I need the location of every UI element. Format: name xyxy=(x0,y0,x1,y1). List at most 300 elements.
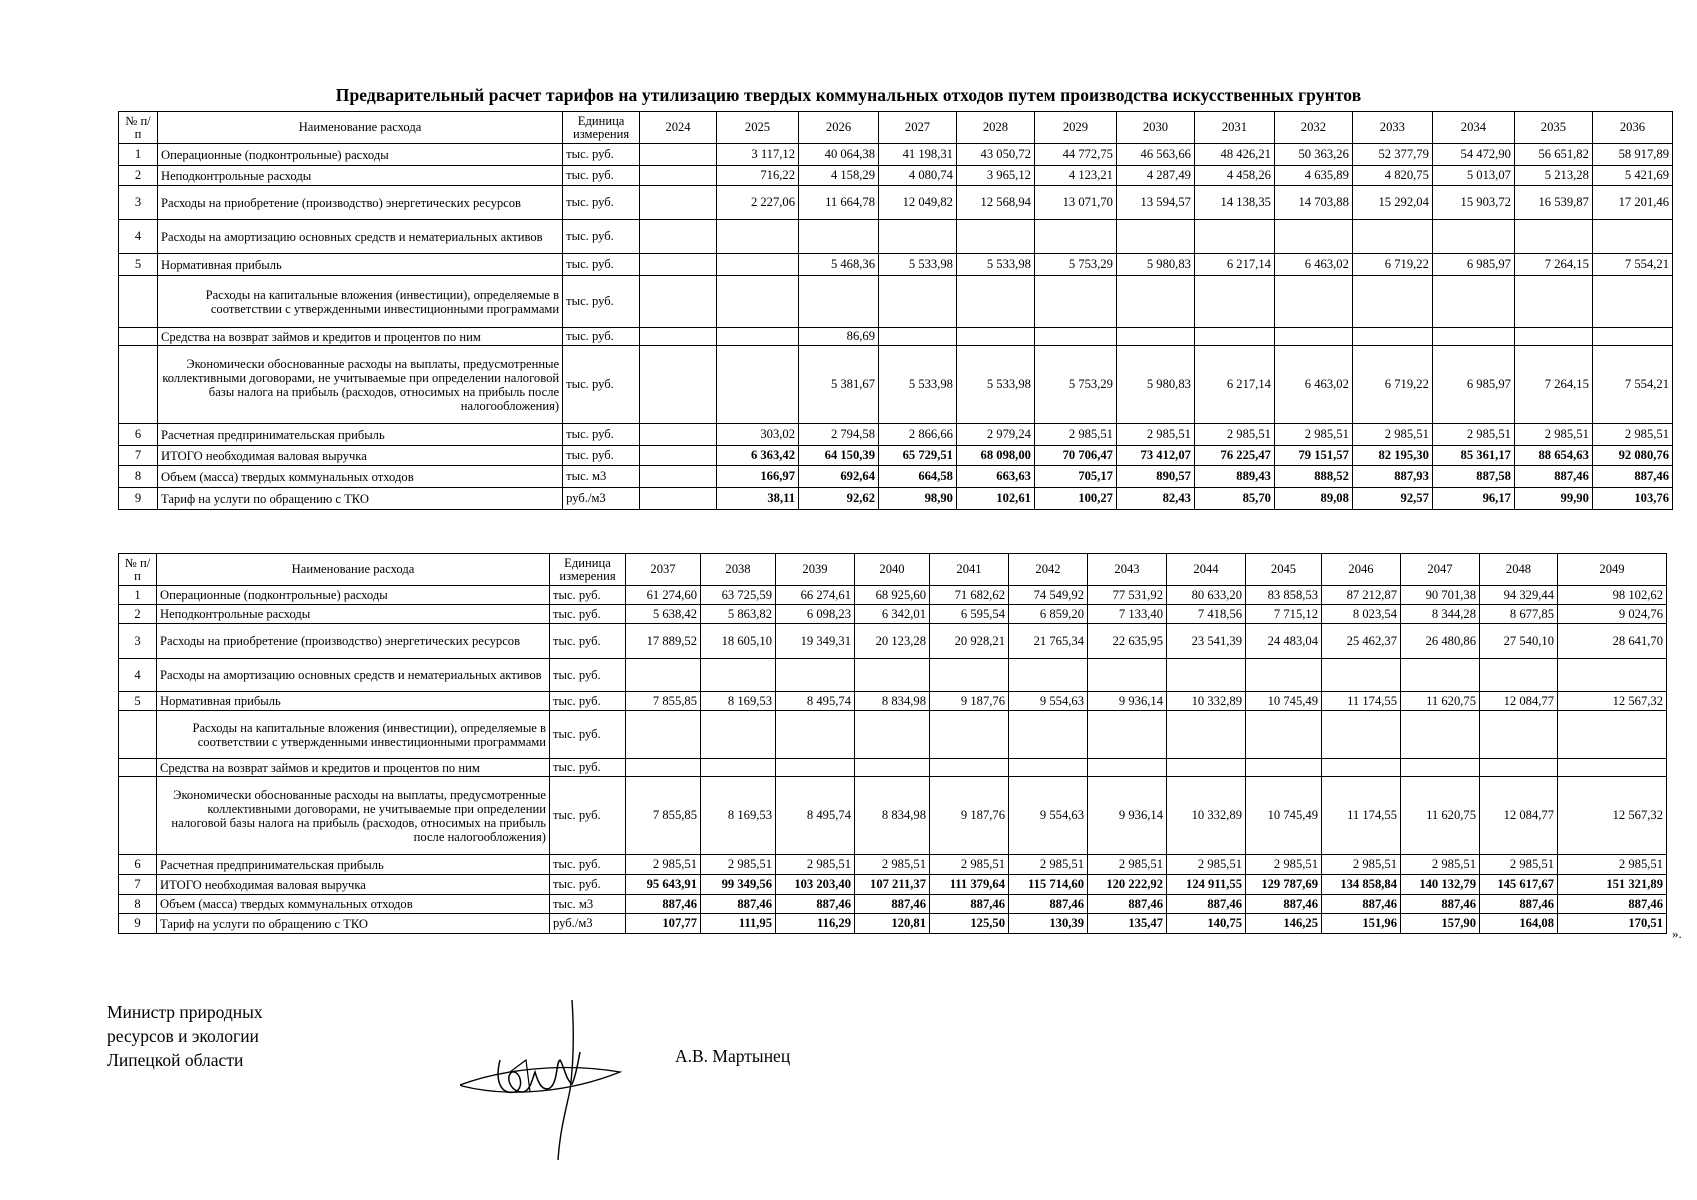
row-value: 887,46 xyxy=(930,895,1009,914)
row-value: 120 222,92 xyxy=(1088,875,1167,895)
row-value: 5 533,98 xyxy=(879,346,957,424)
row-value: 2 985,51 xyxy=(1167,855,1246,875)
row-value: 135,47 xyxy=(1088,914,1167,934)
column-header-year: 2036 xyxy=(1592,112,1672,144)
row-value: 146,25 xyxy=(1246,914,1322,934)
row-value xyxy=(1088,711,1167,759)
row-value xyxy=(640,424,717,446)
row-name: Расходы на приобретение (производство) энергетических ресурсов xyxy=(157,624,550,659)
row-value: 17 201,46 xyxy=(1592,186,1672,220)
row-value: 68 925,60 xyxy=(855,586,930,605)
row-unit: тыс. руб. xyxy=(563,328,640,346)
row-name: Неподконтрольные расходы xyxy=(157,605,550,624)
row-value: 134 858,84 xyxy=(1322,875,1401,895)
row-value: 887,46 xyxy=(776,895,855,914)
table-row xyxy=(119,254,1673,276)
row-unit: тыс. руб. xyxy=(563,424,640,446)
table-row xyxy=(119,488,1673,510)
column-header-year: 2049 xyxy=(1558,554,1667,586)
row-value: 73 412,07 xyxy=(1116,446,1194,466)
row-name: Расходы на капитальные вложения (инвестиции), определяемые в соответствии с утвержденными инвестиционными программами xyxy=(157,276,562,328)
row-value: 12 567,32 xyxy=(1558,692,1667,711)
row-value xyxy=(1558,659,1667,692)
row-number xyxy=(119,759,157,777)
row-value xyxy=(1322,659,1401,692)
row-value: 2 985,51 xyxy=(1009,855,1088,875)
row-number: 4 xyxy=(119,220,158,254)
column-header-name: Наименование расхода xyxy=(157,554,550,586)
column-header-year: 2033 xyxy=(1352,112,1432,144)
row-value xyxy=(716,346,798,424)
row-value: 7 264,15 xyxy=(1514,346,1592,424)
row-value: 8 495,74 xyxy=(776,777,855,855)
row-value: 2 985,51 xyxy=(1034,424,1116,446)
row-value: 4 820,75 xyxy=(1352,166,1432,186)
row-value xyxy=(799,220,879,254)
row-value xyxy=(1274,220,1352,254)
row-value: 65 729,51 xyxy=(879,446,957,466)
row-value xyxy=(1432,220,1514,254)
table-row xyxy=(119,166,1673,186)
column-header-year: 2025 xyxy=(716,112,798,144)
row-number: 6 xyxy=(119,424,158,446)
row-value xyxy=(626,759,701,777)
row-value: 4 123,21 xyxy=(1034,166,1116,186)
row-value xyxy=(1088,759,1167,777)
row-value xyxy=(776,659,855,692)
row-value: 887,46 xyxy=(1088,895,1167,914)
row-value: 12 084,77 xyxy=(1480,692,1558,711)
row-value: 145 617,67 xyxy=(1480,875,1558,895)
row-value: 6 719,22 xyxy=(1352,346,1432,424)
row-name: Неподконтрольные расходы xyxy=(157,166,562,186)
row-unit: тыс. руб. xyxy=(563,144,640,166)
row-value: 111 379,64 xyxy=(930,875,1009,895)
row-unit: тыс. м3 xyxy=(563,466,640,488)
row-unit: тыс. руб. xyxy=(550,759,626,777)
row-number xyxy=(119,328,158,346)
row-value xyxy=(1116,276,1194,328)
row-value: 46 563,66 xyxy=(1116,144,1194,166)
row-value: 92,62 xyxy=(799,488,879,510)
closing-quote-mark: ». xyxy=(1672,926,1682,941)
row-number: 2 xyxy=(119,605,157,624)
row-value: 40 064,38 xyxy=(799,144,879,166)
row-value xyxy=(1167,659,1246,692)
row-value: 6 217,14 xyxy=(1194,346,1274,424)
row-value: 20 928,21 xyxy=(930,624,1009,659)
row-value xyxy=(1592,220,1672,254)
row-number: 9 xyxy=(119,488,158,510)
row-value: 16 539,87 xyxy=(1514,186,1592,220)
row-value: 19 349,31 xyxy=(776,624,855,659)
row-value xyxy=(1009,759,1088,777)
row-value xyxy=(855,659,930,692)
row-value: 58 917,89 xyxy=(1592,144,1672,166)
signatory-position-line: Липецкой области xyxy=(107,1050,244,1070)
row-value: 95 643,91 xyxy=(626,875,701,895)
row-value: 50 363,26 xyxy=(1274,144,1352,166)
row-value: 889,43 xyxy=(1194,466,1274,488)
row-number xyxy=(119,777,157,855)
row-value: 887,46 xyxy=(701,895,776,914)
table-row xyxy=(119,692,1667,711)
column-header-no: № п/п xyxy=(119,554,157,586)
row-value: 125,50 xyxy=(930,914,1009,934)
row-value: 10 745,49 xyxy=(1246,777,1322,855)
row-value xyxy=(1009,659,1088,692)
row-value: 52 377,79 xyxy=(1352,144,1432,166)
row-value: 24 483,04 xyxy=(1246,624,1322,659)
column-header-year: 2026 xyxy=(799,112,879,144)
row-value: 2 227,06 xyxy=(716,186,798,220)
row-number: 9 xyxy=(119,914,157,934)
row-value: 6 859,20 xyxy=(1009,605,1088,624)
row-value: 4 158,29 xyxy=(799,166,879,186)
row-value: 5 381,67 xyxy=(799,346,879,424)
row-value: 157,90 xyxy=(1401,914,1480,934)
row-name: Средства на возврат займов и кредитов и процентов по ним xyxy=(157,759,550,777)
table-row xyxy=(119,144,1673,166)
row-value: 5 863,82 xyxy=(701,605,776,624)
row-value: 5 013,07 xyxy=(1432,166,1514,186)
row-number: 8 xyxy=(119,895,157,914)
row-value: 2 985,51 xyxy=(1514,424,1592,446)
row-name: Расходы на приобретение (производство) энергетических ресурсов xyxy=(157,186,562,220)
row-value: 94 329,44 xyxy=(1480,586,1558,605)
row-value: 2 985,51 xyxy=(1116,424,1194,446)
row-number xyxy=(119,711,157,759)
row-number: 3 xyxy=(119,186,158,220)
column-header-year: 2040 xyxy=(855,554,930,586)
row-value: 88 654,63 xyxy=(1514,446,1592,466)
row-name: Расходы на амортизацию основных средств и нематериальных активов xyxy=(157,659,550,692)
table-header-row xyxy=(119,554,1667,586)
row-value xyxy=(1401,711,1480,759)
row-value: 4 635,89 xyxy=(1274,166,1352,186)
row-value: 151 321,89 xyxy=(1558,875,1667,895)
row-value: 9 187,76 xyxy=(930,692,1009,711)
row-value: 130,39 xyxy=(1009,914,1088,934)
row-value xyxy=(879,328,957,346)
row-number: 1 xyxy=(119,586,157,605)
row-value: 85,70 xyxy=(1194,488,1274,510)
row-value: 10 332,89 xyxy=(1167,777,1246,855)
row-value xyxy=(701,759,776,777)
row-value: 705,17 xyxy=(1034,466,1116,488)
row-value: 887,46 xyxy=(626,895,701,914)
row-unit: тыс. руб. xyxy=(563,346,640,424)
row-name: Расчетная предпринимательская прибыль xyxy=(157,855,550,875)
row-value: 2 985,51 xyxy=(1322,855,1401,875)
row-value: 11 664,78 xyxy=(799,186,879,220)
row-number: 8 xyxy=(119,466,158,488)
table-row xyxy=(119,759,1667,777)
row-value: 54 472,90 xyxy=(1432,144,1514,166)
row-unit: руб./м3 xyxy=(563,488,640,510)
row-value xyxy=(1514,328,1592,346)
row-value xyxy=(626,659,701,692)
row-value: 68 098,00 xyxy=(956,446,1034,466)
signatory-position-line: ресурсов и экологии xyxy=(107,1026,259,1046)
row-value: 692,64 xyxy=(799,466,879,488)
row-value xyxy=(640,328,717,346)
row-value: 25 462,37 xyxy=(1322,624,1401,659)
row-value: 8 495,74 xyxy=(776,692,855,711)
row-unit: тыс. руб. xyxy=(563,254,640,276)
table-row xyxy=(119,914,1667,934)
row-value: 2 985,51 xyxy=(1480,855,1558,875)
row-value: 5 533,98 xyxy=(956,346,1034,424)
row-value: 12 049,82 xyxy=(879,186,957,220)
row-value: 887,46 xyxy=(1009,895,1088,914)
row-value: 888,52 xyxy=(1274,466,1352,488)
row-number: 2 xyxy=(119,166,158,186)
row-value: 22 635,95 xyxy=(1088,624,1167,659)
column-header-year: 2032 xyxy=(1274,112,1352,144)
column-header-year: 2030 xyxy=(1116,112,1194,144)
row-value xyxy=(879,276,957,328)
row-number: 7 xyxy=(119,875,157,895)
row-value xyxy=(1352,276,1432,328)
row-unit: тыс. руб. xyxy=(550,605,626,624)
row-value: 3 965,12 xyxy=(956,166,1034,186)
row-value: 11 174,55 xyxy=(1322,692,1401,711)
document-title: Предварительный расчет тарифов на утилизацию твердых коммунальных отходов путем производства искусственных грунтов xyxy=(335,85,1362,105)
row-value xyxy=(1009,711,1088,759)
row-value: 2 985,51 xyxy=(1194,424,1274,446)
row-value: 170,51 xyxy=(1558,914,1667,934)
row-value: 11 620,75 xyxy=(1401,777,1480,855)
row-value xyxy=(640,254,717,276)
signatory-name: А.В. Мартынец xyxy=(675,1046,791,1066)
row-number: 4 xyxy=(119,659,157,692)
row-value: 2 985,51 xyxy=(626,855,701,875)
row-value xyxy=(1432,328,1514,346)
row-value: 21 765,34 xyxy=(1009,624,1088,659)
table-row xyxy=(119,346,1673,424)
row-name: Расходы на амортизацию основных средств и нематериальных активов xyxy=(157,220,562,254)
table-row xyxy=(119,624,1667,659)
row-value xyxy=(1401,759,1480,777)
row-value: 83 858,53 xyxy=(1246,586,1322,605)
row-value xyxy=(1480,659,1558,692)
row-value: 887,46 xyxy=(1514,466,1592,488)
row-value: 82 195,30 xyxy=(1352,446,1432,466)
row-value: 7 264,15 xyxy=(1514,254,1592,276)
row-value: 63 725,59 xyxy=(701,586,776,605)
row-value xyxy=(1322,759,1401,777)
row-value xyxy=(1401,659,1480,692)
column-header-year: 2047 xyxy=(1401,554,1480,586)
row-value: 7 418,56 xyxy=(1167,605,1246,624)
row-unit: тыс. руб. xyxy=(563,446,640,466)
row-value: 5 638,42 xyxy=(626,605,701,624)
row-value: 7 855,85 xyxy=(626,777,701,855)
row-value xyxy=(1322,711,1401,759)
row-value: 87 212,87 xyxy=(1322,586,1401,605)
row-value: 887,46 xyxy=(1401,895,1480,914)
row-value: 5 533,98 xyxy=(879,254,957,276)
row-value: 98 102,62 xyxy=(1558,586,1667,605)
row-value: 2 985,51 xyxy=(1088,855,1167,875)
row-value: 10 332,89 xyxy=(1167,692,1246,711)
row-unit: тыс. руб. xyxy=(563,220,640,254)
row-value: 887,46 xyxy=(1480,895,1558,914)
column-header-year: 2037 xyxy=(626,554,701,586)
row-value: 890,57 xyxy=(1116,466,1194,488)
signatory-position xyxy=(107,1000,263,1072)
row-value: 28 641,70 xyxy=(1558,624,1667,659)
row-value xyxy=(1514,276,1592,328)
row-value xyxy=(1034,328,1116,346)
row-value xyxy=(1246,711,1322,759)
row-value: 6 098,23 xyxy=(776,605,855,624)
column-header-year: 2039 xyxy=(776,554,855,586)
row-name: Экономически обоснованные расходы на выплаты, предусмотренные коллективными договорами, не учитываемые при определении налоговой базы налога на прибыль (расходов, относимых на прибыль после налогообложения) xyxy=(157,346,562,424)
row-unit: тыс. руб. xyxy=(550,711,626,759)
row-value: 20 123,28 xyxy=(855,624,930,659)
row-value: 8 023,54 xyxy=(1322,605,1401,624)
row-value xyxy=(640,446,717,466)
row-name: Тариф на услуги по обращению с ТКО xyxy=(157,488,562,510)
row-number: 7 xyxy=(119,446,158,466)
row-value: 2 985,51 xyxy=(1432,424,1514,446)
row-value: 71 682,62 xyxy=(930,586,1009,605)
row-value xyxy=(640,346,717,424)
tariff-table-2037-2049 xyxy=(118,553,1667,934)
row-value: 9 554,63 xyxy=(1009,777,1088,855)
handwritten-signature xyxy=(460,1000,640,1160)
row-unit: тыс. руб. xyxy=(550,875,626,895)
column-header-year: 2024 xyxy=(640,112,717,144)
row-value xyxy=(716,328,798,346)
row-value: 5 753,29 xyxy=(1034,346,1116,424)
row-value: 14 703,88 xyxy=(1274,186,1352,220)
row-value: 103,76 xyxy=(1592,488,1672,510)
row-value xyxy=(716,276,798,328)
row-value: 2 985,51 xyxy=(1401,855,1480,875)
row-unit: тыс. руб. xyxy=(550,692,626,711)
row-value: 2 866,66 xyxy=(879,424,957,446)
row-value: 9 936,14 xyxy=(1088,777,1167,855)
row-value: 5 980,83 xyxy=(1116,346,1194,424)
column-header-name: Наименование расхода xyxy=(157,112,562,144)
row-name: Объем (масса) твердых коммунальных отходов xyxy=(157,895,550,914)
row-value: 64 150,39 xyxy=(799,446,879,466)
row-value: 15 292,04 xyxy=(1352,186,1432,220)
row-value xyxy=(1194,328,1274,346)
row-value: 151,96 xyxy=(1322,914,1401,934)
row-value xyxy=(701,711,776,759)
row-name: Нормативная прибыль xyxy=(157,692,550,711)
row-value: 96,17 xyxy=(1432,488,1514,510)
row-unit: тыс. м3 xyxy=(550,895,626,914)
row-value: 2 985,51 xyxy=(1558,855,1667,875)
row-unit: тыс. руб. xyxy=(550,586,626,605)
row-value xyxy=(1432,276,1514,328)
row-value: 12 084,77 xyxy=(1480,777,1558,855)
table-row xyxy=(119,276,1673,328)
column-header-year: 2038 xyxy=(701,554,776,586)
row-value: 4 458,26 xyxy=(1194,166,1274,186)
row-value: 124 911,55 xyxy=(1167,875,1246,895)
table-row xyxy=(119,659,1667,692)
row-value: 13 071,70 xyxy=(1034,186,1116,220)
row-value: 8 169,53 xyxy=(701,777,776,855)
row-value: 9 936,14 xyxy=(1088,692,1167,711)
row-value: 5 533,98 xyxy=(956,254,1034,276)
row-value: 61 274,60 xyxy=(626,586,701,605)
row-value xyxy=(1274,276,1352,328)
row-value: 13 594,57 xyxy=(1116,186,1194,220)
row-value: 7 554,21 xyxy=(1592,346,1672,424)
row-unit: тыс. руб. xyxy=(550,659,626,692)
row-number: 5 xyxy=(119,692,157,711)
row-value: 2 985,51 xyxy=(1592,424,1672,446)
row-value: 102,61 xyxy=(956,488,1034,510)
table-row xyxy=(119,424,1673,446)
row-value xyxy=(1116,328,1194,346)
row-value: 2 985,51 xyxy=(1352,424,1432,446)
row-value: 887,46 xyxy=(1558,895,1667,914)
row-value: 6 463,02 xyxy=(1274,346,1352,424)
row-value: 887,46 xyxy=(1167,895,1246,914)
table-row xyxy=(119,466,1673,488)
row-value xyxy=(956,276,1034,328)
row-value xyxy=(1034,220,1116,254)
table-row xyxy=(119,777,1667,855)
row-value: 7 133,40 xyxy=(1088,605,1167,624)
column-header-year: 2042 xyxy=(1009,554,1088,586)
row-value: 82,43 xyxy=(1116,488,1194,510)
row-name: Нормативная прибыль xyxy=(157,254,562,276)
row-value xyxy=(640,466,717,488)
row-value xyxy=(879,220,957,254)
row-value: 90 701,38 xyxy=(1401,586,1480,605)
row-value xyxy=(930,659,1009,692)
row-value: 664,58 xyxy=(879,466,957,488)
row-value: 111,95 xyxy=(701,914,776,934)
row-value: 5 421,69 xyxy=(1592,166,1672,186)
column-header-year: 2027 xyxy=(879,112,957,144)
row-value xyxy=(1480,711,1558,759)
table-header-row xyxy=(119,112,1673,144)
row-value xyxy=(640,220,717,254)
row-value: 887,58 xyxy=(1432,466,1514,488)
row-value: 48 426,21 xyxy=(1194,144,1274,166)
row-value: 74 549,92 xyxy=(1009,586,1088,605)
row-value: 140,75 xyxy=(1167,914,1246,934)
table-row xyxy=(119,328,1673,346)
row-value: 8 834,98 xyxy=(855,777,930,855)
row-value: 7 554,21 xyxy=(1592,254,1672,276)
table-row xyxy=(119,895,1667,914)
row-value: 86,69 xyxy=(799,328,879,346)
row-value: 6 363,42 xyxy=(716,446,798,466)
row-value xyxy=(1246,759,1322,777)
row-value: 6 342,01 xyxy=(855,605,930,624)
row-value xyxy=(1167,711,1246,759)
row-value xyxy=(1514,220,1592,254)
row-name: Операционные (подконтрольные) расходы xyxy=(157,586,550,605)
row-value xyxy=(640,276,717,328)
row-value xyxy=(626,711,701,759)
row-value: 5 753,29 xyxy=(1034,254,1116,276)
row-value: 7 855,85 xyxy=(626,692,701,711)
column-header-year: 2031 xyxy=(1194,112,1274,144)
column-header-year: 2029 xyxy=(1034,112,1116,144)
